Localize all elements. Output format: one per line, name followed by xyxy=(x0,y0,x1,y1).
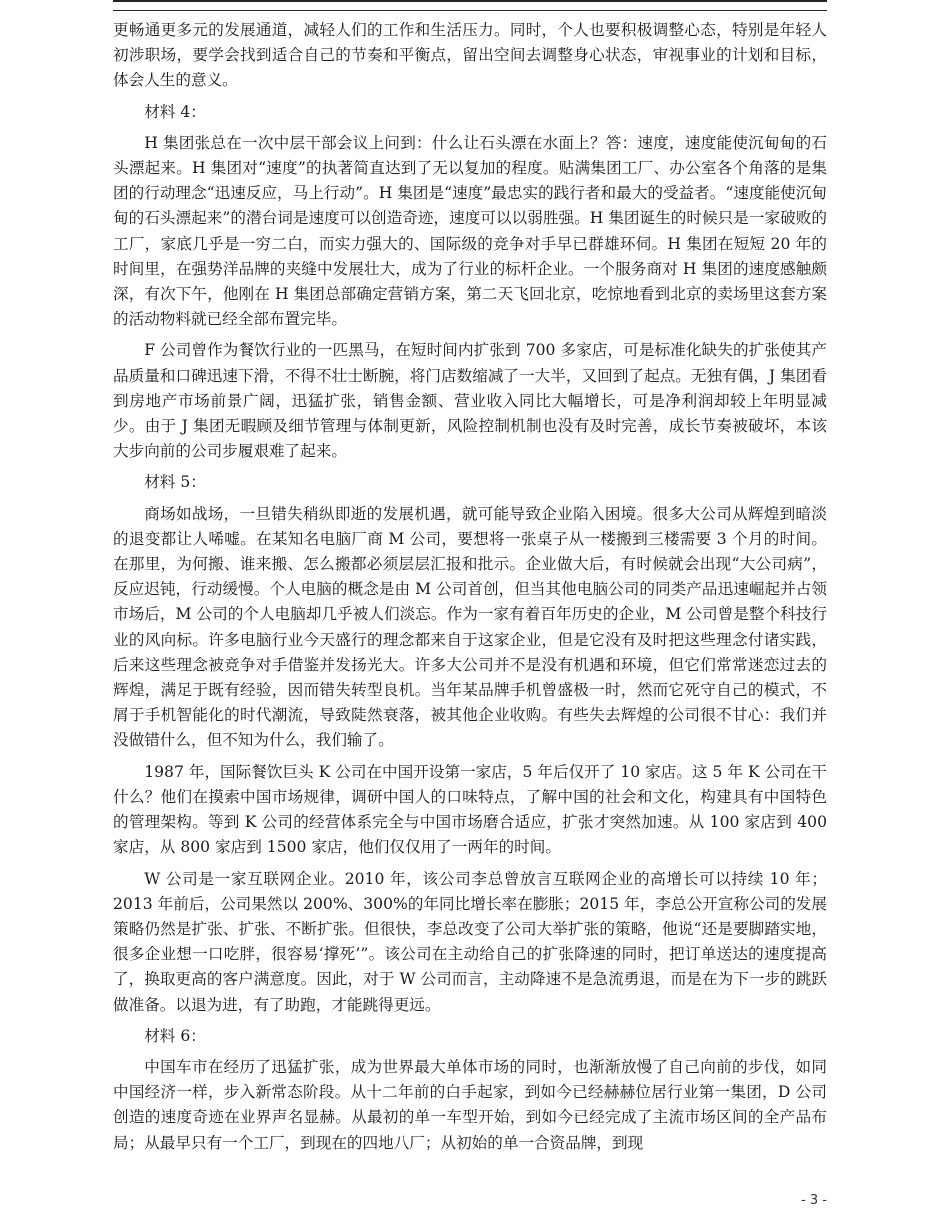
section-heading: 材料 5： xyxy=(144,473,206,492)
header-rule xyxy=(113,0,827,11)
paragraph: 中国车市在经历了迅猛扩张，成为世界最大单体市场的同时，也渐渐放慢了自己向前的步伐，如同中国经济一样，步入新常态阶段。从十二年前的白手起家，到如今已经赫赫位居行业第一集团，D 公司创造的速度奇迹在业界声名显赫。从最初的单一车型开始，到如今已经完成了主流市场区间的全产品布局；从最早只有一个工厂，到现在的四地八厂；从初始的单一合资品牌，到现 xyxy=(113,1057,827,1152)
paragraph: W 公司是一家互联网企业。2010 年，该公司李总曾放言互联网企业的高增长可以持续 10 年；2013 年前后，公司果然以 200%、300%的年同比增长率在膨胀；2015 年，李总公开宣称公司的发展策略仍然是扩张、扩张、不断扩张。但很快，李总改变了公司大举扩张的策略，他说“还是要脚踏实地，很多企业想一口吃胖，很容易‘撑死’”。该公司在主动给自己的扩张降速的同时，把订单送达的速度提高了，换取更高的客户满意度。因此，对于 W 公司而言，主动降速不是急流勇退，而是在为下一步的跳跃做准备。以退为进，有了助跑，才能跳得更远。 xyxy=(113,869,827,1014)
paragraph: 1987 年，国际餐饮巨头 K 公司在中国开设第一家店，5 年后仅开了 10 家店。这 5 年 K 公司在干什么？他们在摸索中国市场规律，调研中国人的口味特点，了解中国的社会和文化，构建具有中国特色的管理架构。等到 K 公司的经营体系完全与中国市场磨合适应，扩张才突然加速。从 100 家店到 400 家店，从 800 家店到 1500 家店，他们仅仅用了一两年的时间。 xyxy=(113,762,827,857)
document-body xyxy=(113,18,827,1162)
section-heading: 材料 4： xyxy=(144,102,206,121)
paragraph: H 集团张总在一次中层干部会议上问到：什么让石头漂在水面上？答：速度，速度能使沉甸甸的石头漂起来。H 集团对“速度”的执著简直达到了无以复加的程度。贴满集团工厂、办公室各个角落的是集团的行动理念“迅速反应，马上行动”。H 集团是“速度”最忠实的践行者和最大的受益者。“速度能使沉甸甸的石头漂起来”的潜台词是速度可以创造奇迹，速度可以以弱胜强。H 集团诞生的时候只是一家破败的工厂，家底几乎是一穷二白，而实力强大的、国际级的竞争对手早已群雄环伺。H 集团在短短 20 年的时间里，在强势洋品牌的夹缝中发展壮大，成为了行业的标杆企业。一个服务商对 H 集团的速度感触颇深，有次下午，他刚在 H 集团总部确定营销方案，第二天飞回北京，吃惊地看到北京的卖场里这套方案的活动物料就已经全部布置完毕。 xyxy=(113,133,827,329)
paragraph: 商场如战场，一旦错失稍纵即逝的发展机遇，就可能导致企业陷入困境。很多大公司从辉煌到暗淡的退变都让人唏嘘。在某知名电脑厂商 M 公司，要想将一张桌子从一楼搬到三楼需要 3 个月的时间。在那里，为何搬、谁来搬、怎么搬都必须层层汇报和批示。企业做大后，有时候就会出现“大公司病”，反应迟钝，行动缓慢。个人电脑的概念是由 M 公司首创，但当其他电脑公司的同类产品迅速崛起并占领市场后，M 公司的个人电脑却几乎被人们淡忘。作为一家有着百年历史的企业，M 公司曾是整个科技行业的风向标。许多电脑行业今天盛行的理念都来自于这家企业，但是它没有及时把这些理念付诸实践，后来这些理念被竞争对手借鉴并发扬光大。许多大公司并不是没有机遇和环境，但它们常常迷恋过去的辉煌，满足于既有经验，因而错失转型良机。当年某品牌手机曾盛极一时，然而它死守自己的模式，不屑于手机智能化的时代潮流，导致陡然衰落，被其他企业收购。有些失去辉煌的公司很不甘心：我们并没做错什么，但不知为什么，我们输了。 xyxy=(113,504,827,750)
section-heading: 材料 6： xyxy=(144,1026,206,1045)
paragraph: 更畅通更多元的发展通道，减轻人们的工作和生活压力。同时，个人也要积极调整心态，特别是年轻人初涉职场，要学会找到适合自己的节奏和平衡点，留出空间去调整身心状态，审视事业的计划和目标，体会人生的意义。 xyxy=(113,21,827,90)
paragraph: F 公司曾作为餐饮行业的一匹黑马，在短时间内扩张到 700 多家店，可是标准化缺失的扩张使其产品质量和口碑迅速下滑，不得不壮士断腕，将门店数缩减了一大半，又回到了起点。无独有偶，J 集团看到房地产市场前景广阔，迅猛扩张，销售金额、营业收入同比大幅增长，可是净利润却较上年明显减少。由于 J 集团无暇顾及细节管理与体制更新，风险控制机制也没有及时完善，成长节奏被破坏，本该大步向前的公司步履艰难了起来。 xyxy=(113,341,827,461)
page-number: - 3 - xyxy=(801,1193,827,1208)
